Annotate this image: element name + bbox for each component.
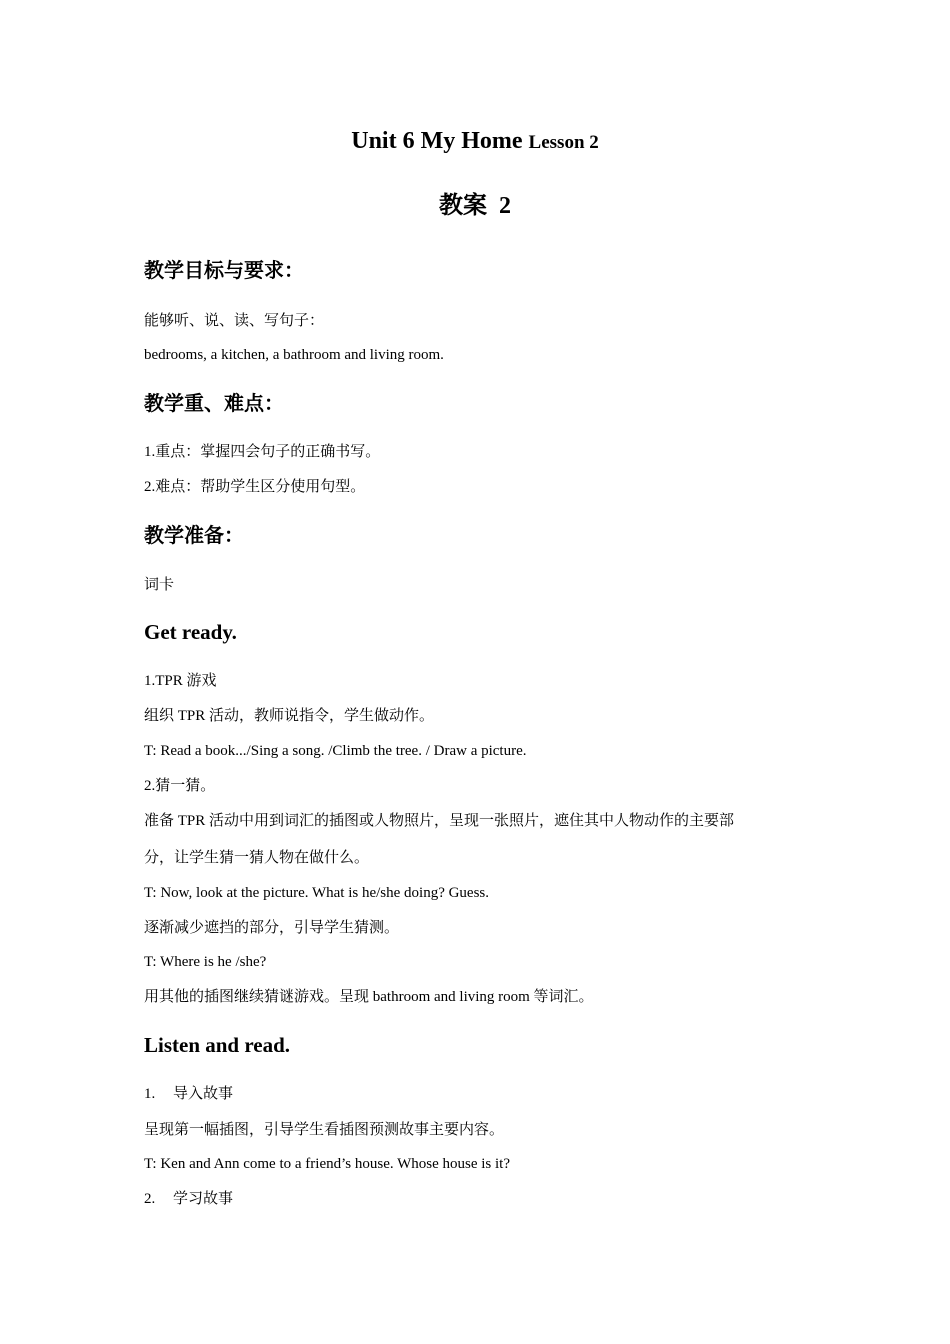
heading-objectives: 教学目标与要求： bbox=[144, 260, 304, 282]
listen-read-line-3: T: Ken and Ann come to a friend’s house. Whose house is it? bbox=[144, 1156, 510, 1172]
title-unit: Unit 6 My Home bbox=[351, 128, 523, 154]
heading-listen-read: Listen and read. bbox=[144, 1033, 291, 1057]
get-ready-line: 组织 TPR 活动，教师说指令，学生做动作。 bbox=[144, 708, 435, 724]
list-number: 1. bbox=[144, 1086, 156, 1102]
listen-read-line-2: 呈现第一幅插图，引导学生看插图预测故事主要内容。 bbox=[144, 1122, 505, 1138]
heading-get-ready: Get ready. bbox=[144, 620, 237, 644]
get-ready-line: 用其他的插图继续猜谜游戏。呈现 bathroom and living room 等词汇。 bbox=[144, 989, 594, 1005]
list-number: 2. bbox=[144, 1191, 156, 1207]
get-ready-line: 逐渐减少遮挡的部分，引导学生猜测。 bbox=[144, 920, 400, 936]
listen-read-item-2 bbox=[144, 1188, 233, 1210]
get-ready-line: 2.猜一猜。 bbox=[144, 778, 216, 794]
document-title bbox=[0, 124, 950, 160]
key-points-line-2: 2.难点：帮助学生区分使用句型。 bbox=[144, 479, 366, 495]
get-ready-line: T: Read a book.../Sing a song. /Climb the tree. / Draw a picture. bbox=[144, 743, 527, 759]
heading-key-points: 教学重、难点： bbox=[144, 393, 284, 415]
objectives-line-1: 能够听、说、读、写句子： bbox=[144, 313, 325, 329]
heading-preparation: 教学准备： bbox=[144, 525, 244, 547]
title-lesson: Lesson 2 bbox=[528, 132, 599, 153]
document-subtitle: 教案 2 bbox=[439, 193, 511, 219]
get-ready-line: T: Now, look at the picture. What is he/she doing? Guess. bbox=[144, 885, 490, 901]
preparation-line-1: 词卡 bbox=[144, 577, 175, 593]
get-ready-line: 1.TPR 游戏 bbox=[144, 673, 217, 689]
listen-read-item-1 bbox=[144, 1083, 233, 1105]
list-text: 学习故事 bbox=[173, 1191, 234, 1207]
get-ready-line: 分，让学生猜一猜人物在做什么。 bbox=[144, 850, 370, 866]
list-text: 导入故事 bbox=[173, 1086, 234, 1102]
get-ready-line: T: Where is he /she? bbox=[144, 954, 267, 970]
key-points-line-1: 1.重点：掌握四会句子的正确书写。 bbox=[144, 444, 381, 460]
objectives-line-2: bedrooms, a kitchen, a bathroom and living room. bbox=[144, 347, 444, 363]
get-ready-line: 准备 TPR 活动中用到词汇的插图或人物照片，呈现一张照片，遮住其中人物动作的主要部 bbox=[144, 813, 735, 829]
